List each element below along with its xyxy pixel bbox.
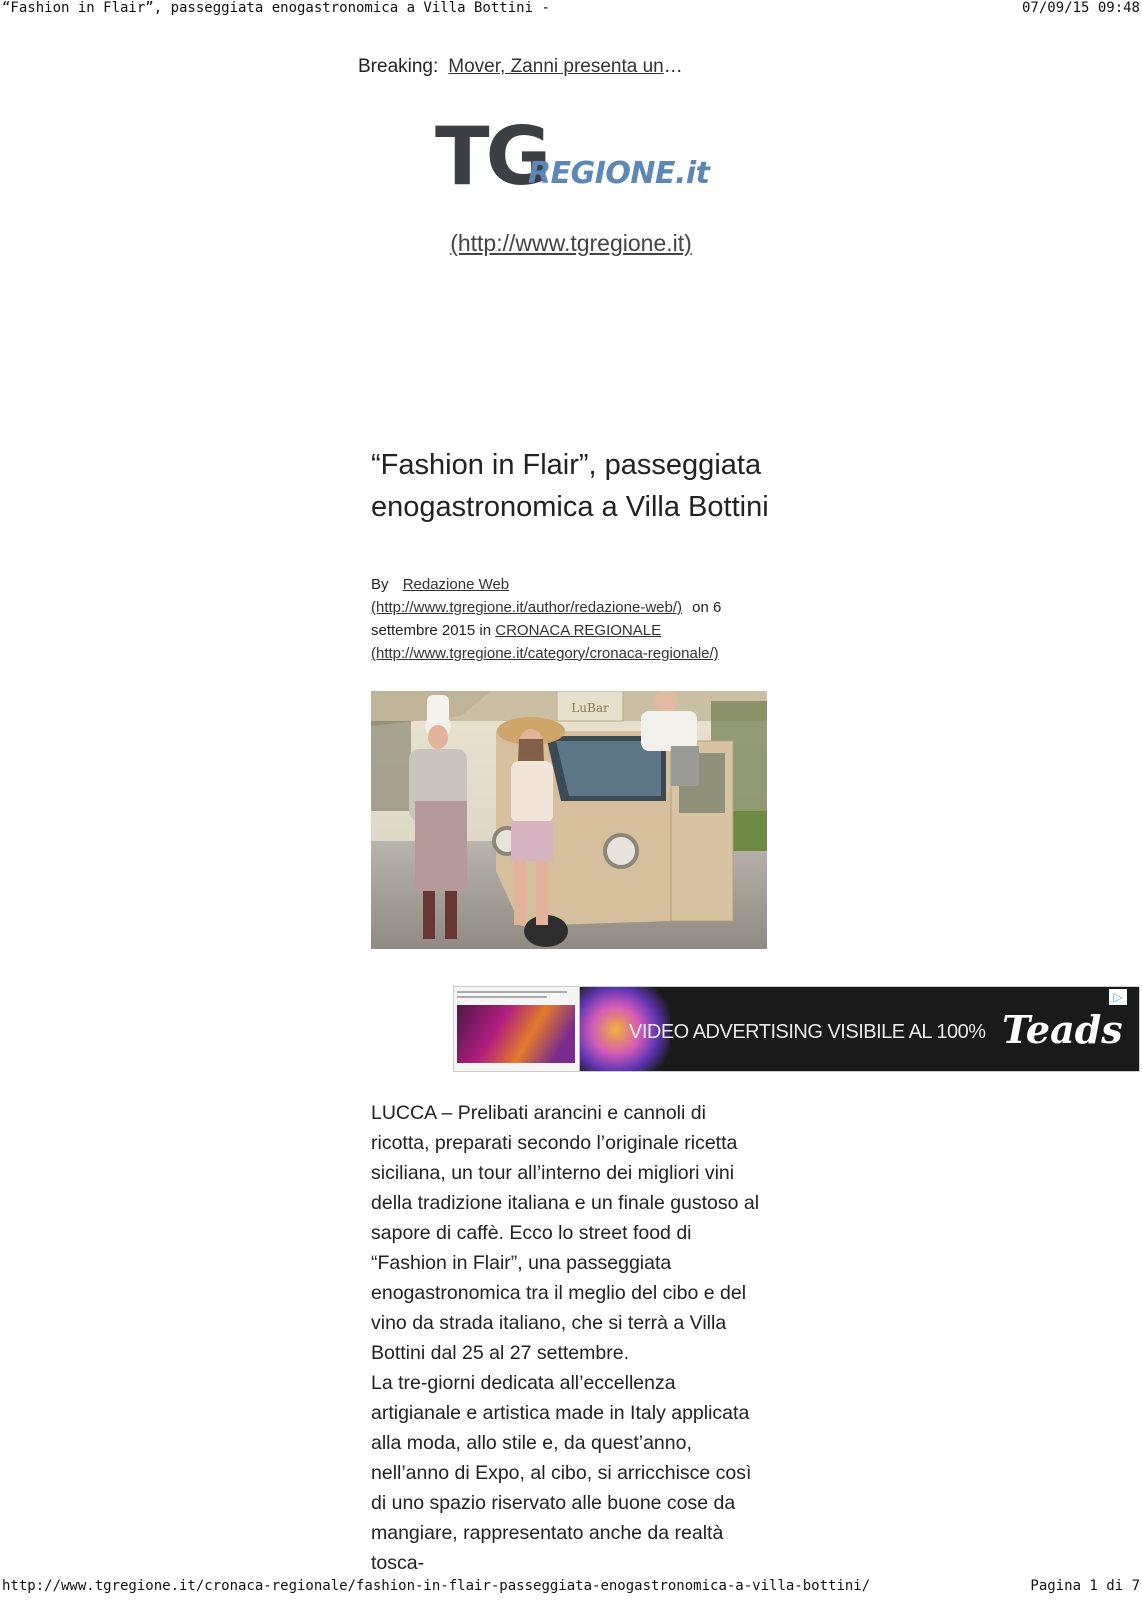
author-link[interactable]: Redazione Web	[402, 576, 510, 593]
adchoices-icon[interactable]: ▷	[1109, 989, 1127, 1005]
print-footer	[0, 1578, 1142, 1596]
logo-tg: TG	[435, 110, 548, 203]
site-url	[0, 230, 1142, 257]
article-photo	[371, 691, 767, 949]
print-footer-url: http://www.tgregione.it/cronaca-regionale/fashion-in-flair-passeggiata-enogastronomica-a-villa-bottini/	[2, 1578, 871, 1594]
print-footer-page: Pagina 1 di 7	[1030, 1578, 1140, 1594]
article-body	[371, 1098, 769, 1578]
site-logo[interactable]	[435, 110, 715, 203]
logo-regione: REGIONE.it	[528, 156, 710, 191]
video-ad-banner[interactable]	[453, 986, 1140, 1072]
print-header-datetime: 07/09/15 09:48	[1021, 0, 1140, 16]
ad-brand-logo: Teads	[1002, 1007, 1123, 1052]
breaking-news	[358, 56, 683, 78]
ad-text: VIDEO ADVERTISING VISIBILE AL 100%	[629, 1021, 986, 1043]
site-url-link[interactable]: (http://www.tgregione.it)	[450, 230, 692, 256]
breaking-label: Breaking:	[358, 56, 439, 77]
print-header	[0, 0, 1142, 18]
article-byline	[371, 573, 771, 665]
breaking-ellipsis: …	[663, 56, 683, 77]
article-photo-illustration	[371, 691, 767, 949]
category-url-link[interactable]: (http://www.tgregione.it/category/cronaca-regionale/)	[371, 645, 719, 662]
photo-sign-text: LuBar	[571, 701, 609, 715]
print-header-title: “Fashion in Flair”, passeggiata enogastronomica a Villa Bottini -	[2, 0, 550, 16]
article-title: “Fashion in Flair”, passeggiata enogastronomica a Villa Bottini	[371, 449, 769, 523]
author-url-link[interactable]: (http://www.tgregione.it/author/redazione-web/)	[371, 599, 682, 616]
article-paragraph: LUCCA – Prelibati arancini e cannoli di ricotta, preparati secondo l’originale ricetta siciliana, un tour all’interno dei migliori vini della tradizione italiana e un finale gustoso al sapore di caffè. Ecco lo street food di “Fashion in Flair”, una passeggiata enogastronomica tra il meglio del cibo e del vino da strada italiano, che si terrà a Villa Bottini dal 25 al 27 settembre.	[371, 1102, 760, 1364]
breaking-link[interactable]: Mover, Zanni presenta un	[448, 56, 664, 77]
byline-by: By	[371, 576, 389, 593]
article-paragraph: La tre-giorni dedicata all’eccellenza artigianale e artistica made in Italy applicata alla moda, allo stile e, da quest’anno, nell’anno di Expo, al cibo, si arricchisce così di uno spazio riservato alle buone cose da mangiare, rappresentato anche da realtà tosca-	[371, 1372, 752, 1574]
byline-date: on 6 settembre 2015 in	[371, 599, 722, 639]
ad-thumbnail	[454, 987, 580, 1072]
category-link[interactable]: CRONACA REGIONALE	[495, 622, 662, 639]
